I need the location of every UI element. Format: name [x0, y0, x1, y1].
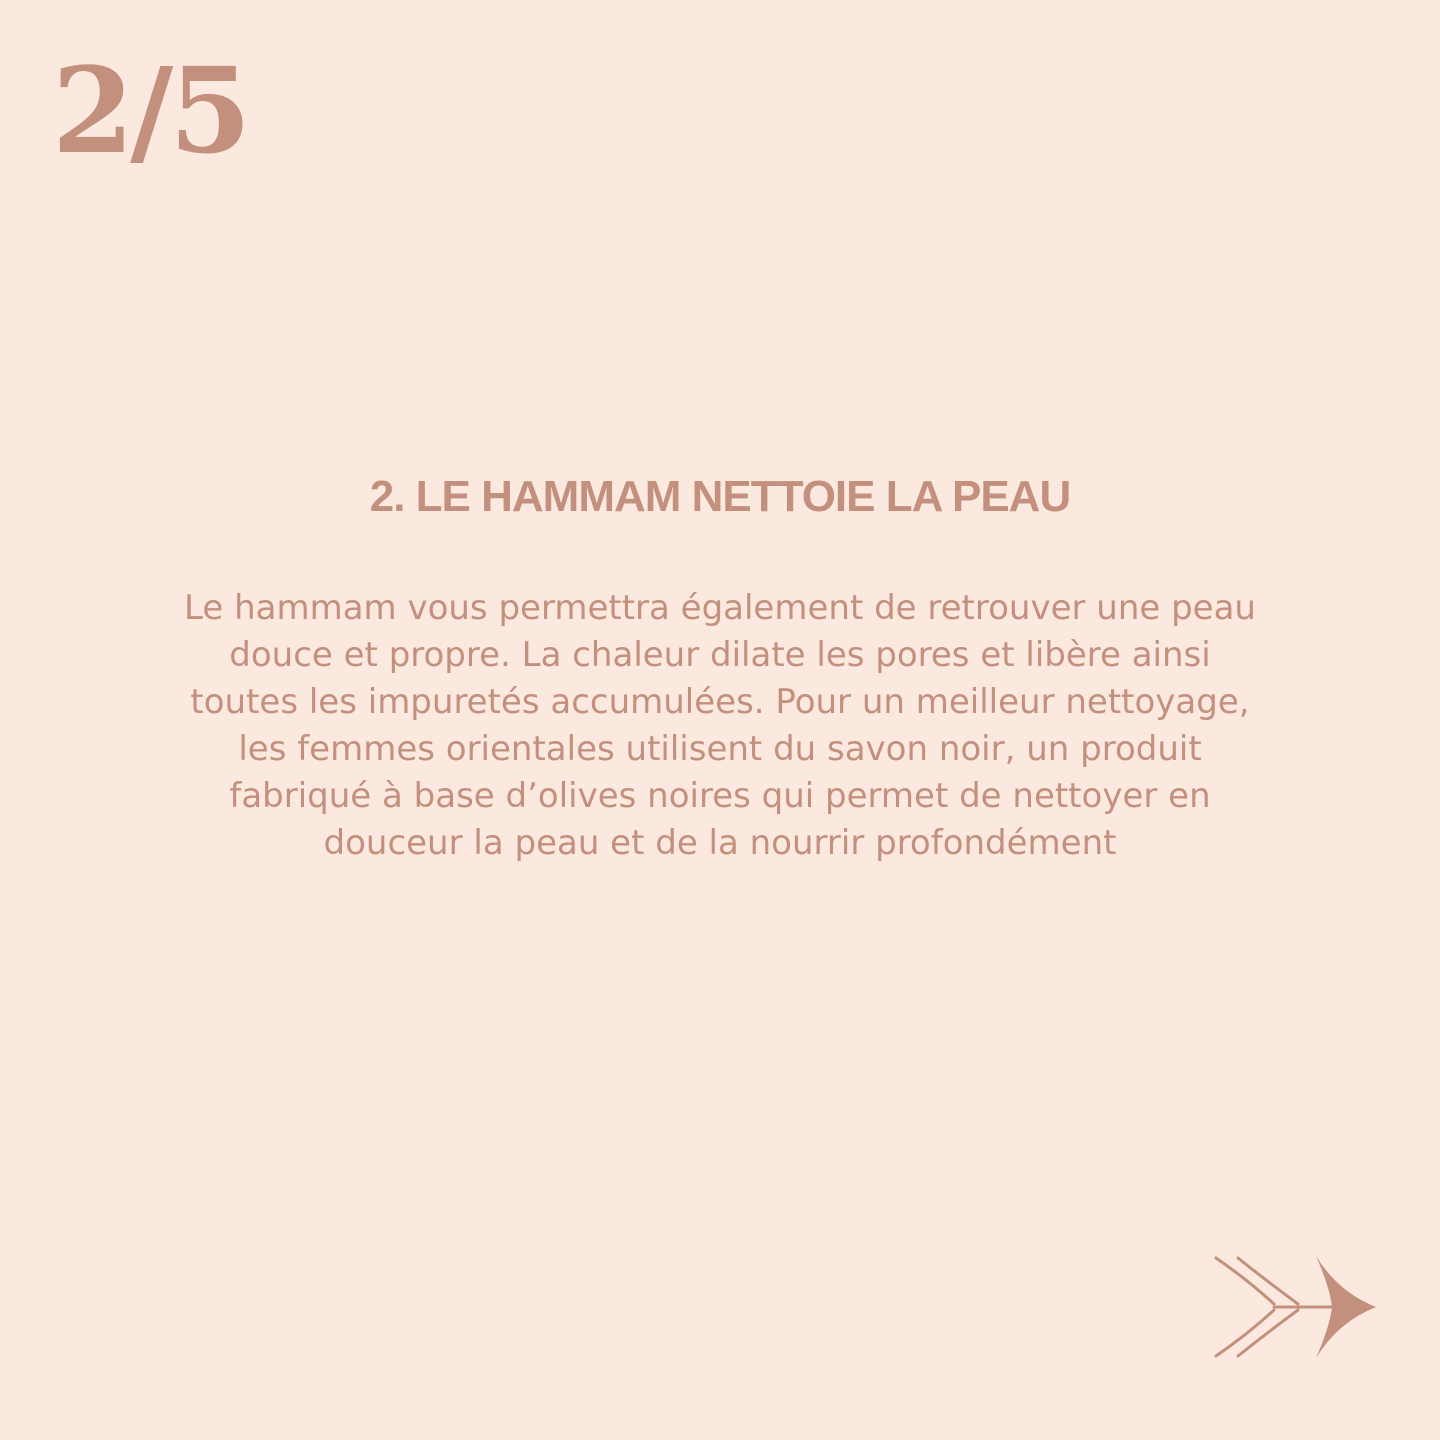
slide-counter: 2/5 — [52, 41, 248, 180]
next-slide-button[interactable] — [1208, 1252, 1380, 1362]
slide-heading: 2. LE HAMMAM NETTOIE LA PEAU — [369, 472, 1071, 521]
arrow-right-icon — [1208, 1252, 1380, 1362]
slide-body-text: Le hammam vous permettra également de retrouver une peau douce et propre. La chaleur dilate les pores et libère ainsi toutes les impuretés accumulées. Pour un meilleur nettoyage, les femmes orientales utilisent du savon noir, un produit fabriqué à base d’olives noires qui permet de nettoyer en douceur la peau et de la nourrir profondément — [184, 588, 1256, 863]
